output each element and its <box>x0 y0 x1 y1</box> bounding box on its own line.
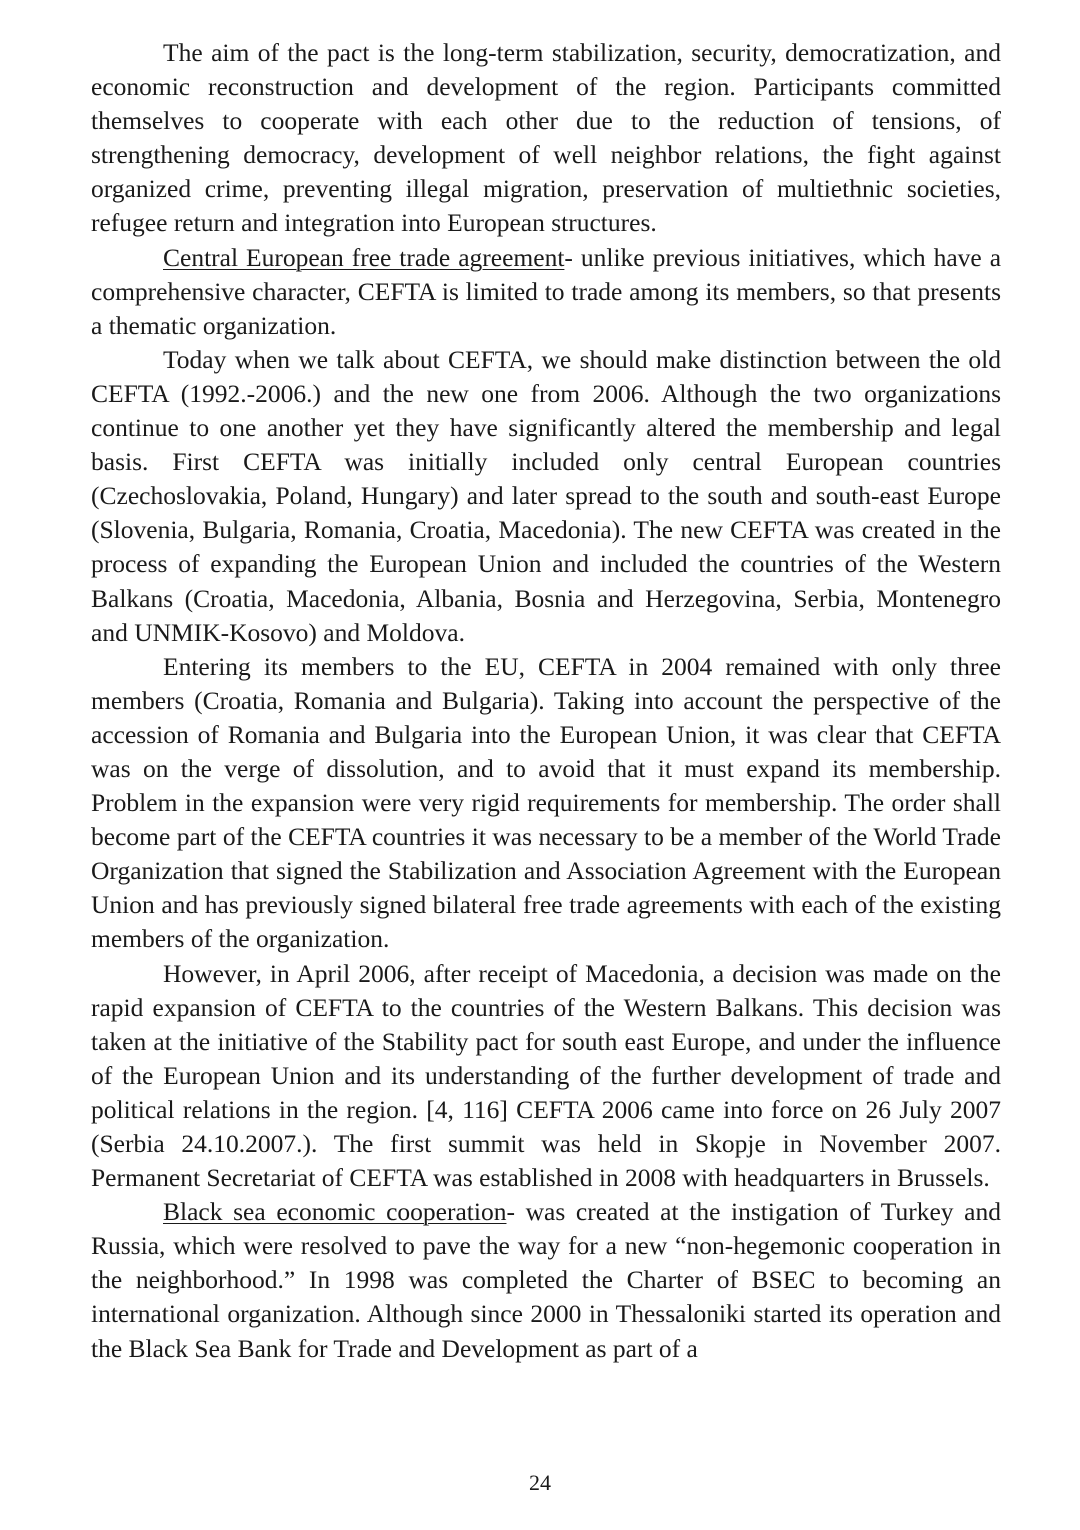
paragraph-text: - unlike previous initiatives, which have a comprehensive character, CEFTA is limited to trade among its members, so that presents a thematic organization. <box>91 242 1002 340</box>
paragraph-text: However, in April 2006, after receipt of Macedonia, a decision was made on the rapid expansion of CEFTA to the countries of the Western Balkans. This decision was taken at the initiative of the Stability pact for south east Europe, and under the influence of the European Union and its understanding of the further development of trade and political relations in the region. [4, 116] CEFTA 2006 came into force on 26 July 2007 (Serbia 24.10.2007.). The first summit was held in Skopje in November 2007. Permanent Secretariat of CEFTA was established in 2008 with headquarters in Brussels. <box>91 958 1001 1193</box>
page-body <box>91 36 1001 1366</box>
paragraph-bsec <box>91 1195 1001 1365</box>
paragraph-cefta-2006 <box>91 957 1001 1196</box>
term-cefta: Central European free trade agreement <box>163 242 565 272</box>
paragraph-cefta-2004 <box>91 650 1001 957</box>
paragraph-text: - was created at the instigation of Turkey and Russia, which were resolved to pave the way for a new “non-hegemonic cooperation in the neighborhood.” In 1998 was completed the Charter of BSEC to becoming an international organization. Although since 2000 in Thessaloniki started its operation and the Black Sea Bank for Trade and Development as part of a <box>91 1197 1001 1363</box>
paragraph-text: Today when we talk about CEFTA, we should make distinction between the old CEFTA (1992.-2006.) and the new one from 2006. Although the two organizations continue to one another yet they have significantly altered the membership and legal basis. First CEFTA was initially included only central European countries (Czechoslovakia, Poland, Hungary) and later spread to the south and south-east Europe (Slovenia, Bulgaria, Romania, Croatia, Macedonia). The new CEFTA was created in the process of expanding the European Union and included the countries of the Western Balkans (Croatia, Macedonia, Albania, Bosnia and Herzegovina, Serbia, Montenegro and UNMIK-Kosovo) and Moldova. <box>91 344 1001 647</box>
page-number: 24 <box>529 1470 551 1495</box>
paragraph-cefta-old-new <box>91 343 1001 650</box>
paragraph-text: The aim of the pact is the long-term stabilization, security, democratization, and economic reconstruction and development of the region. Participants committed themselves to cooperate with each other due to the reduction of tensions, of strengthening democracy, development of well neighbor relations, the fight against organized crime, preventing illegal migration, preservation of multiethnic societies, refugee return and integration into European structures. <box>91 38 1001 238</box>
term-bsec: Black sea economic cooperation <box>163 1197 507 1227</box>
paragraph-pact-aims <box>91 36 1001 241</box>
paragraph-cefta-intro <box>91 241 1001 343</box>
paragraph-text: Entering its members to the EU, CEFTA in 2004 remained with only three members (Croatia, Romania and Bulgaria). Taking into account the perspective of the accession of Romania and Bulgaria into the European Union, it was clear that CEFTA was on the verge of dissolution, and to avoid that it must expand its membership. Problem in the expansion were very rigid requirements for membership. The order shall become part of the CEFTA countries it was necessary to be a member of the World Trade Organization that signed the Stabilization and Association Agreement with the European Union and has previously signed bilateral free trade agreements with each of the existing members of the organization. <box>91 651 1001 954</box>
